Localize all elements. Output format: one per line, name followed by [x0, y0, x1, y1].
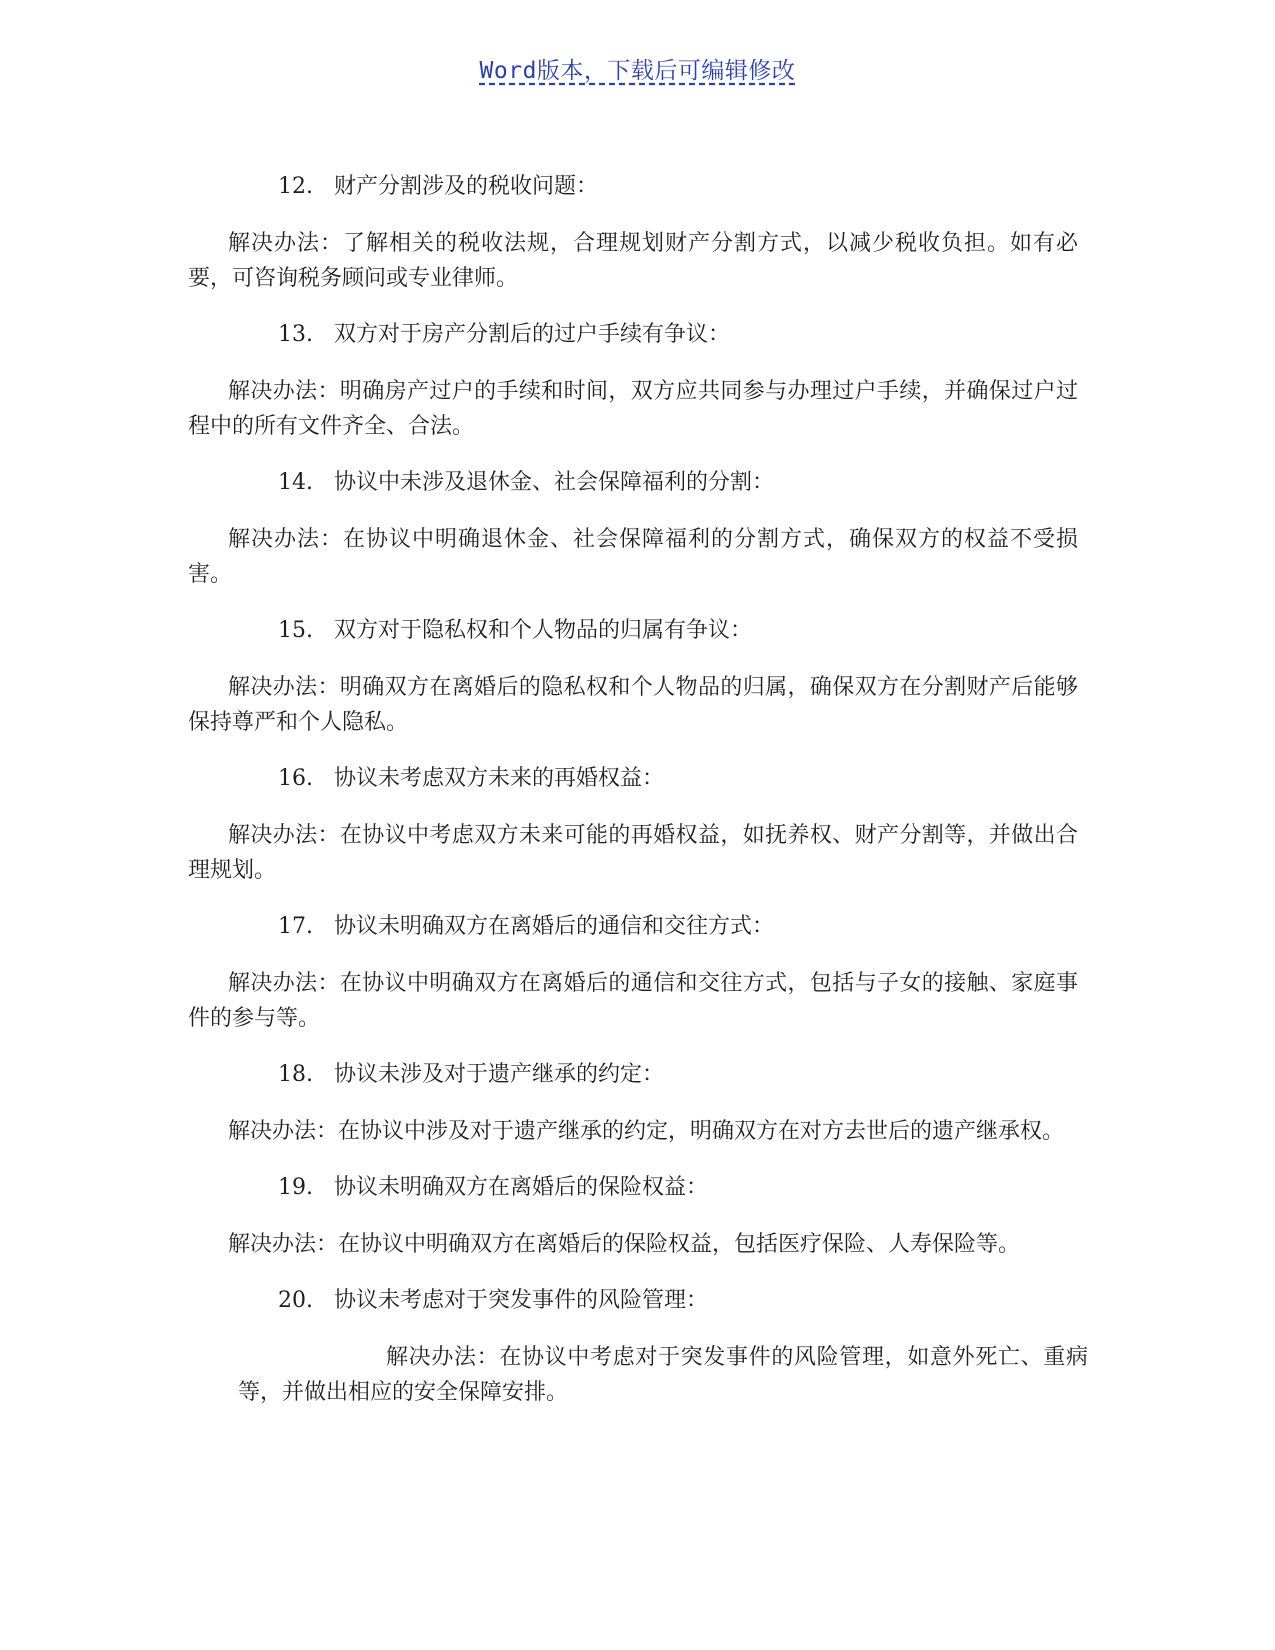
- item-title: 协议未明确双方在离婚后的保险权益：: [334, 1175, 709, 1200]
- item-title: 双方对于隐私权和个人物品的归属有争议：: [334, 618, 753, 643]
- item-heading: [188, 910, 1078, 944]
- item-title: 双方对于房产分割后的过户手续有争议：: [334, 322, 731, 347]
- item-number: 14.: [278, 470, 313, 495]
- item-number: 13.: [278, 322, 313, 347]
- item-number: 12.: [278, 174, 313, 199]
- item-solution: 解决办法：在协议中考虑对于突发事件的风险管理，如意外死亡、重病等，并做出相应的安全保障安排。: [238, 1345, 1088, 1405]
- list-item: [188, 910, 1078, 1036]
- item-title: 财产分割涉及的税收问题：: [334, 174, 599, 199]
- item-heading: [188, 1171, 1078, 1205]
- item-title: 协议中未涉及退休金、社会保障福利的分割：: [334, 470, 775, 495]
- item-heading: [188, 762, 1078, 796]
- download-edit-link[interactable]: Word版本，下载后可编辑修改: [479, 58, 796, 84]
- item-solution: 解决办法：了解相关的税收法规，合理规划财产分割方式，以减少税收负担。如有必要，可咨询税务顾问或专业律师。: [188, 231, 1078, 291]
- item-number: 16.: [278, 766, 313, 791]
- item-heading: [188, 466, 1078, 500]
- list-item: [188, 170, 1078, 296]
- list-item: [188, 466, 1078, 592]
- list-item: [188, 1284, 1088, 1410]
- item-number: 19.: [278, 1175, 313, 1200]
- item-solution: 解决办法：在协议中涉及对于遗产继承的约定，明确双方在对方去世后的遗产继承权。: [228, 1119, 1065, 1144]
- list-item: [188, 762, 1078, 888]
- item-heading: [188, 614, 1078, 648]
- item-title: 协议未考虑双方未来的再婚权益：: [334, 766, 665, 791]
- list-item: [188, 1058, 1078, 1149]
- item-solution: 解决办法：在协议中明确双方在离婚后的通信和交往方式，包括与子女的接触、家庭事件的参与等。: [188, 971, 1078, 1031]
- item-solution: 解决办法：明确房产过户的手续和时间，双方应共同参与办理过户手续，并确保过户过程中的所有文件齐全、合法。: [188, 379, 1078, 439]
- item-heading: [188, 318, 1078, 352]
- list-item: [188, 614, 1078, 740]
- item-solution: 解决办法：在协议中考虑双方未来可能的再婚权益，如抚养权、财产分割等，并做出合理规划。: [188, 823, 1078, 883]
- list-item: [188, 318, 1078, 444]
- item-heading: [188, 1284, 1078, 1318]
- item-title: 协议未考虑对于突发事件的风险管理：: [334, 1288, 709, 1313]
- item-solution: 解决办法：在协议中明确退休金、社会保障福利的分割方式，确保双方的权益不受损害。: [188, 527, 1078, 587]
- item-number: 20.: [278, 1288, 313, 1313]
- item-solution: 解决办法：明确双方在离婚后的隐私权和个人物品的归属，确保双方在分割财产后能够保持尊严和个人隐私。: [188, 675, 1078, 735]
- item-title: 协议未明确双方在离婚后的通信和交往方式：: [334, 914, 775, 939]
- document-body: [188, 148, 1088, 1429]
- item-number: 15.: [278, 618, 313, 643]
- item-number: 17.: [278, 914, 313, 939]
- item-heading: [188, 170, 1078, 204]
- item-number: 18.: [278, 1062, 313, 1087]
- item-title: 协议未涉及对于遗产继承的约定：: [334, 1062, 665, 1087]
- list-item: [188, 1171, 1078, 1262]
- item-heading: [188, 1058, 1078, 1092]
- item-solution: 解决办法：在协议中明确双方在离婚后的保险权益，包括医疗保险、人寿保险等。: [228, 1232, 1021, 1257]
